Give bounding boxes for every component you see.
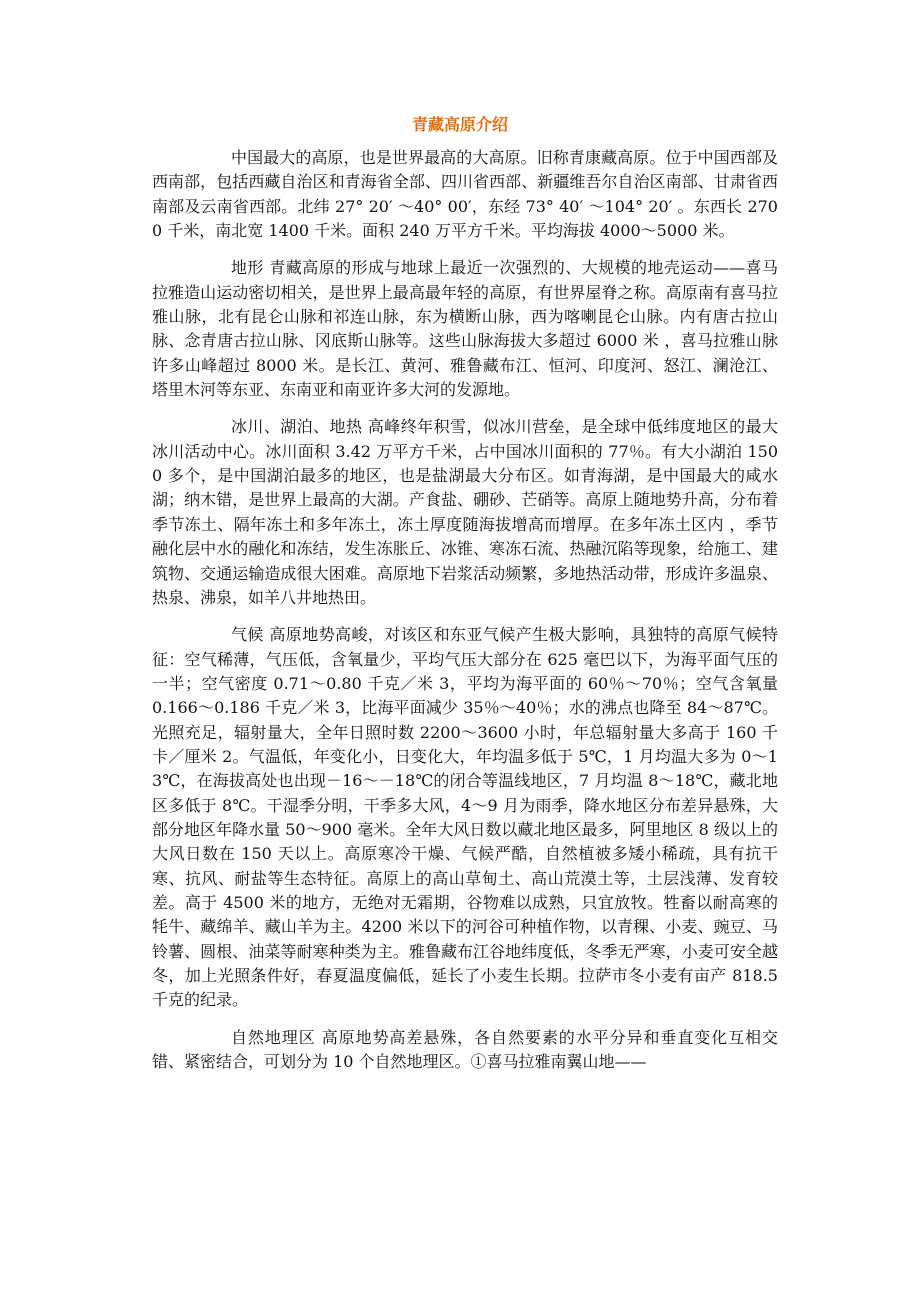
paragraph-physical-regions: 自然地理区 高原地势高差悬殊，各自然要素的水平分异和垂直变化互相交错、紧密结合，可划分为 10 个自然地理区。①喜马拉雅南翼山地—— [152,1027,778,1072]
document-title: 青藏高原介绍 [411,115,508,134]
paragraph-glaciers-lakes: 冰川、湖泊、地热 高峰终年积雪，似冰川营垒，是全球中低纬度地区的最大冰川活动中心。冰川面积 3.42 万平方千米，占中国冰川面积的 77％。有大小湖泊 1500 多个，是中国湖泊最多的地区，也是盐湖最大分布区。如青海湖，是中国最大的咸水湖；纳木错，是世界上最高的大湖。产食盐、硼砂、芒硝等。高原上随地势升高，分布着季节冻土、隔年冻土和多年冻土，冻土厚度随海拔增高而增厚。在多年冻土区内 ，季节融化层中水的融化和冻结，发生冻胀丘、冰锥、寒冻石流、热融沉陷等现象，给施工、建筑物、交通运输造成很大困难。高原地下岩浆活动频繁，多地热活动带，形成许多温泉、热泉、沸泉，如羊八井地热田。 [152,417,778,607]
document-body [152,146,778,1087]
paragraph-intro: 中国最大的高原，也是世界最高的大高原。旧称青康藏高原。位于中国西部及西南部，包括西藏自治区和青海省全部、四川省西部、新疆维吾尔自治区南部、甘肃省西南部及云南省西部。北纬 27° 20′ ～40° 00′，东经 73° 40′ ～104° 20′ 。东西长 2700 千米，南北宽 1400 千米。面积 240 万平方千米。平均海拔 4000～5000 米。 [152,148,778,241]
paragraph-terrain: 地形 青藏高原的形成与地球上最近一次强烈的、大规模的地壳运动——喜马拉雅造山运动密切相关，是世界上最高最年轻的高原，有世界屋脊之称。高原南有喜马拉雅山脉，北有昆仑山脉和祁连山脉，东为横断山脉，西为喀喇昆仑山脉。内有唐古拉山脉、念青唐古拉山脉、冈底斯山脉等。这些山脉海拔大多超过 6000 米 ，喜马拉雅山脉许多山峰超过 8000 米。是长江、黄河、雅鲁藏布江、恒河、印度河、怒江、澜沧江、塔里木河等东亚、东南亚和南亚许多大河的发源地。 [152,258,778,400]
paragraph-climate: 气候 高原地势高峻，对该区和东亚气候产生极大影响，具独特的高原气候特征：空气稀薄，气压低，含氧量少，平均气压大部分在 625 毫巴以下，为海平面气压的一半；空气密度 0.71～0.80 千克／米 3，平均为海平面的 60％～70％；空气含氧量 0.166～0.186 千克／米 3，比海平面减少 35％～40％；水的沸点也降至 84～87℃。光照充足，辐射量大，全年日照时数 2200～3600 小时，年总辐射量大多高于 160 千卡／厘米 2。气温低，年变化小，日变化大，年均温多低于 5℃，1 月均温大多为 0～13℃，在海拔高处也出现－16～－18℃的闭合等温线地区，7 月均温 8～18℃，藏北地区多低于 8℃。干湿季分明，干季多大风，4～9 月为雨季，降水地区分布差异悬殊，大部分地区年降水量 50～900 毫米。全年大风日数以藏北地区最多，阿里地区 8 级以上的大风日数在 150 天以上。高原寒冷干燥、气候严酷，自然植被多矮小稀疏，具有抗干寒、抗风、耐盐等生态特征。高原上的高山草甸土、高山荒漠土等，土层浅薄、发育较差。高于 4500 米的地方，无绝对无霜期，谷物难以成熟，只宜放牧。牲畜以耐高寒的牦牛、藏绵羊、藏山羊为主。4200 米以下的河谷可种植作物，以青稞、小麦、豌豆、马铃薯、圆根、油菜等耐寒种类为主。雅鲁藏布江谷地纬度低，冬季无严寒，小麦可安全越冬，加上光照条件好，春夏温度偏低，延长了小麦生长期。拉萨市冬小麦有亩产 818.5 千克的纪录。 [152,625,778,1010]
